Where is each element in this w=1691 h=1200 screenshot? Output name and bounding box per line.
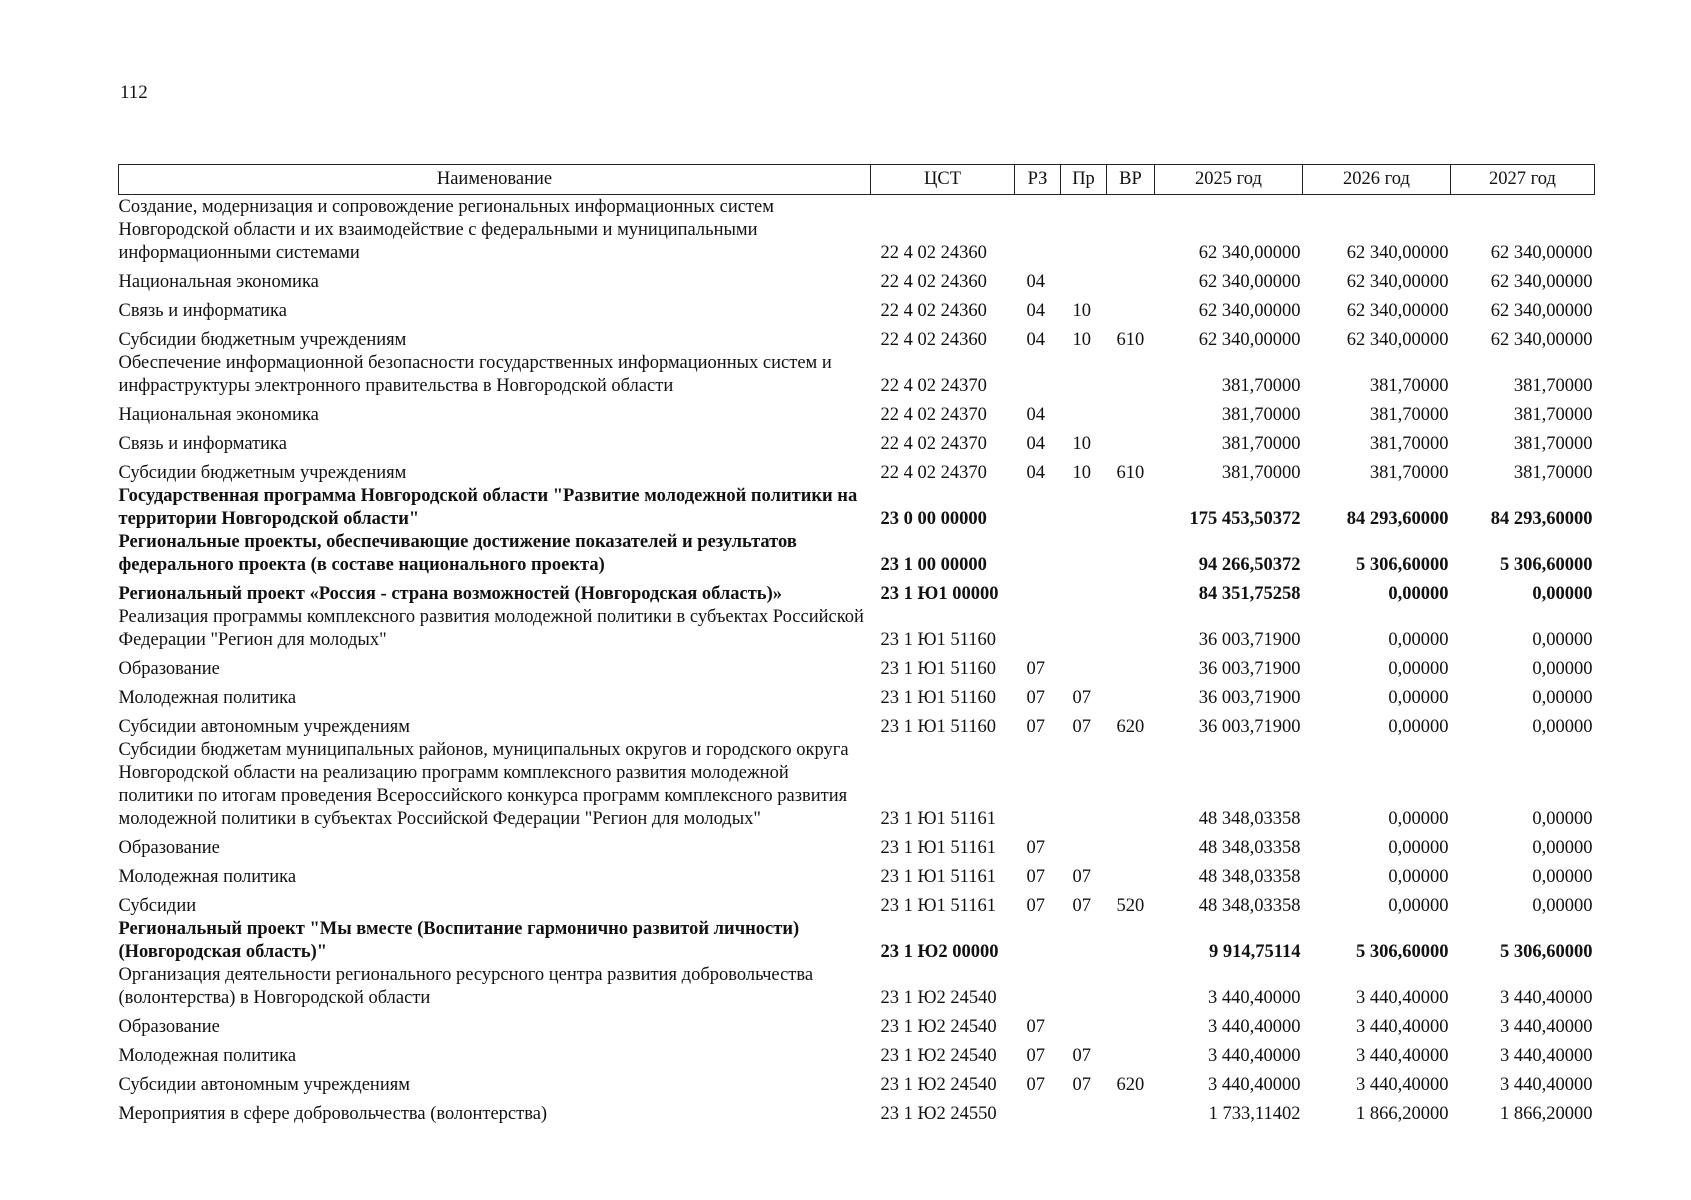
row-value-2026: 381,70000: [1369, 376, 1449, 396]
row-pr: [1061, 606, 1107, 652]
table-row: [119, 860, 1595, 889]
table-row: [119, 577, 1595, 606]
row-value-2026: 0,00000: [1388, 896, 1449, 916]
row-name: Мероприятия в сфере добровольчества (волонтерства): [118, 1104, 548, 1124]
row-cst: 22 4 02 24360: [880, 272, 987, 292]
row-value-2026: 62 340,00000: [1346, 243, 1449, 263]
row-value-2027: 0,00000: [1532, 867, 1593, 887]
row-name: Региональный проект "Мы вместе (Воспитание гармонично развитой личности) (Новгородская область)": [118, 919, 800, 962]
table-row: [119, 831, 1595, 860]
row-value-2025: 381,70000: [1221, 405, 1301, 425]
row-cst: 23 1 Ю2 24540: [880, 1046, 997, 1066]
row-pr: 07: [1072, 688, 1091, 708]
row-pr: 10: [1072, 463, 1091, 483]
row-cst: 22 4 02 24360: [880, 243, 987, 263]
row-name: Обеспечение информационной безопасности государственных информационных систем и инфраструктуры электронного правительства в Новгородской области: [118, 353, 832, 396]
table-row: [119, 1068, 1595, 1097]
row-vr: [1107, 606, 1155, 652]
row-cst: 23 1 Ю2 24540: [880, 1075, 997, 1095]
row-value-2025: 84 351,75258: [1198, 584, 1301, 604]
row-value-2027: 62 340,00000: [1490, 272, 1593, 292]
row-value-2025: 381,70000: [1221, 463, 1301, 483]
page-number: 112: [120, 82, 148, 103]
row-cst: 23 1 Ю1 51161: [880, 896, 996, 916]
row-vr: 620: [1116, 1075, 1145, 1095]
row-cst: 22 4 02 24370: [880, 376, 987, 396]
row-rz: [1015, 352, 1061, 398]
row-rz: 07: [1026, 1017, 1045, 1037]
row-cst: 23 1 Ю1 51160: [880, 659, 996, 679]
row-name: Создание, модернизация и сопровождение региональных информационных систем Новгородской области и их взаимодействие с федеральными и муниципальными информационными системами: [118, 197, 774, 263]
table-row: [119, 352, 1595, 398]
header-vr: ВР: [1107, 165, 1155, 195]
row-value-2026: 381,70000: [1369, 463, 1449, 483]
table-body: [119, 195, 1595, 1127]
row-value-2026: 84 293,60000: [1346, 509, 1449, 529]
row-value-2027: 0,00000: [1532, 584, 1593, 604]
row-value-2027: 381,70000: [1513, 434, 1593, 454]
row-value-2027: 0,00000: [1532, 896, 1593, 916]
row-name: Государственная программа Новгородской области "Развитие молодежной политики на территории Новгородской области": [118, 486, 858, 529]
header-name: Наименование: [119, 165, 871, 195]
row-value-2026: 0,00000: [1388, 688, 1449, 708]
row-cst: 23 1 Ю1 00000: [880, 584, 999, 604]
row-value-2025: 36 003,71900: [1198, 630, 1301, 650]
row-value-2026: 3 440,40000: [1356, 1046, 1449, 1066]
row-value-2025: 3 440,40000: [1208, 1046, 1301, 1066]
row-cst: 23 1 00 00000: [880, 555, 987, 575]
row-value-2027: 3 440,40000: [1500, 1046, 1593, 1066]
row-name: Образование: [118, 659, 220, 679]
row-vr: 520: [1116, 896, 1145, 916]
row-rz: [1015, 577, 1061, 606]
row-vr: [1107, 427, 1155, 456]
table-row: [119, 323, 1595, 352]
table-row: [119, 652, 1595, 681]
row-value-2025: 48 348,03358: [1198, 838, 1301, 858]
table-row: [119, 485, 1595, 531]
row-vr: [1107, 352, 1155, 398]
row-rz: 04: [1026, 301, 1045, 321]
row-name: Связь и информатика: [118, 434, 287, 454]
row-value-2027: 0,00000: [1532, 717, 1593, 737]
table-row: [119, 739, 1595, 831]
row-rz: [1015, 739, 1061, 831]
row-vr: [1107, 1010, 1155, 1039]
row-value-2025: 175 453,50372: [1189, 509, 1301, 529]
row-rz: 07: [1026, 717, 1045, 737]
row-rz: 04: [1026, 330, 1045, 350]
row-name: Организация деятельности регионального ресурсного центра развития добровольчества (волонтерства) в Новгородской области: [118, 965, 814, 1008]
row-pr: [1061, 265, 1107, 294]
row-cst: 23 1 Ю2 24540: [880, 988, 997, 1008]
row-value-2025: 381,70000: [1221, 434, 1301, 454]
row-value-2027: 3 440,40000: [1500, 1075, 1593, 1095]
row-value-2027: 62 340,00000: [1490, 243, 1593, 263]
row-value-2027: 0,00000: [1532, 630, 1593, 650]
row-value-2025: 62 340,00000: [1198, 272, 1301, 292]
row-value-2026: 62 340,00000: [1346, 301, 1449, 321]
row-pr: [1061, 1010, 1107, 1039]
row-value-2026: 3 440,40000: [1356, 988, 1449, 1008]
row-rz: [1015, 485, 1061, 531]
row-name: Субсидии автономным учреждениям: [118, 717, 410, 737]
row-value-2026: 5 306,60000: [1356, 555, 1449, 575]
row-value-2027: 381,70000: [1513, 405, 1593, 425]
table-row: [119, 606, 1595, 652]
row-rz: 07: [1026, 896, 1045, 916]
row-vr: [1107, 577, 1155, 606]
row-rz: 07: [1026, 688, 1045, 708]
row-value-2025: 3 440,40000: [1208, 988, 1301, 1008]
table-row: [119, 710, 1595, 739]
row-vr: [1107, 265, 1155, 294]
row-value-2025: 36 003,71900: [1198, 688, 1301, 708]
row-rz: 07: [1026, 659, 1045, 679]
row-value-2027: 381,70000: [1513, 463, 1593, 483]
header-pr: Пр: [1061, 165, 1107, 195]
table-row: [119, 889, 1595, 918]
table-row: [119, 294, 1595, 323]
header-2026: 2026 год: [1303, 165, 1451, 195]
row-vr: [1107, 860, 1155, 889]
row-rz: [1015, 918, 1061, 964]
row-value-2027: 381,70000: [1513, 376, 1593, 396]
row-cst: 22 4 02 24370: [880, 434, 987, 454]
row-cst: 23 1 Ю1 51161: [880, 867, 996, 887]
row-value-2025: 48 348,03358: [1198, 809, 1301, 829]
row-value-2026: 0,00000: [1388, 717, 1449, 737]
row-rz: [1015, 964, 1061, 1010]
row-cst: 22 4 02 24370: [880, 405, 987, 425]
table-row: [119, 456, 1595, 485]
row-rz: 04: [1026, 405, 1045, 425]
row-vr: [1107, 831, 1155, 860]
row-vr: [1107, 398, 1155, 427]
row-name: Субсидии: [118, 896, 197, 916]
row-rz: 07: [1026, 867, 1045, 887]
table-row: [119, 398, 1595, 427]
row-name: Молодежная политика: [118, 867, 297, 887]
row-pr: [1061, 964, 1107, 1010]
row-value-2025: 62 340,00000: [1198, 330, 1301, 350]
row-pr: [1061, 831, 1107, 860]
row-cst: 23 1 Ю2 24550: [880, 1104, 997, 1124]
row-vr: [1107, 1097, 1155, 1126]
row-vr: [1107, 485, 1155, 531]
row-name: Региональный проект «Россия - страна возможностей (Новгородская область)»: [118, 584, 782, 604]
row-cst: 22 4 02 24370: [880, 463, 987, 483]
row-vr: 620: [1116, 717, 1145, 737]
row-value-2025: 3 440,40000: [1208, 1075, 1301, 1095]
row-cst: 22 4 02 24360: [880, 301, 987, 321]
row-value-2025: 3 440,40000: [1208, 1017, 1301, 1037]
row-cst: 23 0 00 00000: [880, 509, 987, 529]
row-value-2025: 62 340,00000: [1198, 301, 1301, 321]
row-value-2027: 84 293,60000: [1490, 509, 1593, 529]
row-value-2026: 62 340,00000: [1346, 272, 1449, 292]
row-cst: 23 1 Ю2 24540: [880, 1017, 997, 1037]
row-value-2026: 381,70000: [1369, 434, 1449, 454]
row-rz: [1015, 606, 1061, 652]
row-rz: [1015, 1097, 1061, 1126]
row-value-2025: 381,70000: [1221, 376, 1301, 396]
row-name: Национальная экономика: [118, 405, 319, 425]
row-pr: 07: [1072, 867, 1091, 887]
row-cst: 22 4 02 24360: [880, 330, 987, 350]
row-value-2025: 36 003,71900: [1198, 659, 1301, 679]
row-vr: [1107, 531, 1155, 577]
row-pr: 07: [1072, 1046, 1091, 1066]
table-row: [119, 531, 1595, 577]
row-rz: 04: [1026, 463, 1045, 483]
row-pr: 07: [1072, 896, 1091, 916]
table-row: [119, 681, 1595, 710]
row-pr: [1061, 918, 1107, 964]
row-cst: 23 1 Ю1 51160: [880, 688, 996, 708]
row-name: Реализация программы комплексного развития молодежной политики в субъектах Российской Федерации "Регион для молодых": [118, 607, 864, 650]
row-value-2026: 0,00000: [1388, 630, 1449, 650]
row-value-2025: 9 914,75114: [1209, 942, 1301, 962]
row-vr: [1107, 195, 1155, 266]
row-vr: [1107, 964, 1155, 1010]
row-value-2027: 3 440,40000: [1500, 1017, 1593, 1037]
row-rz: [1015, 195, 1061, 266]
row-cst: 23 1 Ю1 51160: [880, 630, 996, 650]
row-pr: [1061, 352, 1107, 398]
row-value-2027: 0,00000: [1532, 688, 1593, 708]
row-value-2026: 0,00000: [1388, 809, 1449, 829]
row-name: Национальная экономика: [118, 272, 319, 292]
row-name: Образование: [118, 838, 220, 858]
row-pr: [1061, 1097, 1107, 1126]
row-vr: 610: [1116, 463, 1145, 483]
row-pr: 10: [1072, 301, 1091, 321]
row-value-2026: 5 306,60000: [1356, 942, 1449, 962]
table-row: [119, 1097, 1595, 1126]
row-value-2025: 48 348,03358: [1198, 867, 1301, 887]
row-value-2026: 0,00000: [1388, 584, 1449, 604]
row-value-2027: 3 440,40000: [1500, 988, 1593, 1008]
row-value-2026: 62 340,00000: [1346, 330, 1449, 350]
header-cst: ЦСТ: [871, 165, 1015, 195]
row-value-2027: 0,00000: [1532, 838, 1593, 858]
header-2027: 2027 год: [1451, 165, 1595, 195]
row-value-2026: 3 440,40000: [1356, 1075, 1449, 1095]
row-vr: [1107, 681, 1155, 710]
row-pr: [1061, 652, 1107, 681]
table-row: [119, 1010, 1595, 1039]
row-value-2027: 62 340,00000: [1490, 301, 1593, 321]
row-vr: [1107, 1039, 1155, 1068]
row-name: Связь и информатика: [118, 301, 287, 321]
row-name: Субсидии автономным учреждениям: [118, 1075, 410, 1095]
row-value-2025: 48 348,03358: [1198, 896, 1301, 916]
row-pr: 07: [1072, 717, 1091, 737]
row-value-2026: 0,00000: [1388, 867, 1449, 887]
row-value-2027: 1 866,20000: [1500, 1104, 1593, 1124]
row-rz: 04: [1026, 272, 1045, 292]
row-pr: 07: [1072, 1075, 1091, 1095]
row-value-2027: 0,00000: [1532, 659, 1593, 679]
row-pr: [1061, 531, 1107, 577]
header-rz: РЗ: [1015, 165, 1061, 195]
table-row: [119, 918, 1595, 964]
row-vr: [1107, 739, 1155, 831]
row-value-2027: 5 306,60000: [1500, 942, 1593, 962]
table-row: [119, 964, 1595, 1010]
row-pr: [1061, 739, 1107, 831]
row-value-2025: 36 003,71900: [1198, 717, 1301, 737]
row-cst: 23 1 Ю2 00000: [880, 942, 999, 962]
row-value-2026: 0,00000: [1388, 659, 1449, 679]
row-pr: 10: [1072, 330, 1091, 350]
row-name: Субсидии бюджетным учреждениям: [118, 330, 407, 350]
table-row: [119, 1039, 1595, 1068]
row-cst: 23 1 Ю1 51161: [880, 809, 996, 829]
row-value-2027: 0,00000: [1532, 809, 1593, 829]
row-name: Молодежная политика: [118, 688, 297, 708]
row-rz: 07: [1026, 1046, 1045, 1066]
table-row: [119, 427, 1595, 456]
row-vr: [1107, 294, 1155, 323]
row-pr: [1061, 485, 1107, 531]
row-value-2025: 1 733,11402: [1208, 1104, 1301, 1124]
header-2025: 2025 год: [1155, 165, 1303, 195]
row-pr: [1061, 577, 1107, 606]
budget-table: [118, 164, 1595, 1126]
row-value-2026: 1 866,20000: [1356, 1104, 1449, 1124]
row-pr: 10: [1072, 434, 1091, 454]
row-value-2025: 94 266,50372: [1198, 555, 1301, 575]
row-pr: [1061, 195, 1107, 266]
row-cst: 23 1 Ю1 51160: [880, 717, 996, 737]
table-header-row: [119, 165, 1595, 195]
table-row: [119, 265, 1595, 294]
row-name: Молодежная политика: [118, 1046, 297, 1066]
row-vr: [1107, 652, 1155, 681]
row-name: Субсидии бюджетным учреждениям: [118, 463, 407, 483]
row-value-2026: 381,70000: [1369, 405, 1449, 425]
row-value-2026: 3 440,40000: [1356, 1017, 1449, 1037]
row-value-2025: 62 340,00000: [1198, 243, 1301, 263]
row-name: Субсидии бюджетам муниципальных районов, муниципальных округов и городского округа Новгородской области на реализацию программ комплексного развития молодежной политики по итогам проведения Всероссийского конкурса программ комплексного развития молодежной политики в субъектах Российской Федерации "Регион для молодых": [118, 740, 849, 829]
row-cst: 23 1 Ю1 51161: [880, 838, 996, 858]
row-vr: [1107, 918, 1155, 964]
row-pr: [1061, 398, 1107, 427]
table-row: [119, 195, 1595, 266]
row-value-2027: 62 340,00000: [1490, 330, 1593, 350]
row-rz: 07: [1026, 838, 1045, 858]
row-name: Образование: [118, 1017, 220, 1037]
row-name: Региональные проекты, обеспечивающие достижение показателей и результатов федерального проекта (в составе национального проекта): [118, 532, 797, 575]
row-vr: 610: [1116, 330, 1145, 350]
row-rz: 07: [1026, 1075, 1045, 1095]
row-value-2026: 0,00000: [1388, 838, 1449, 858]
row-value-2027: 5 306,60000: [1500, 555, 1593, 575]
row-rz: [1015, 531, 1061, 577]
row-rz: 04: [1026, 434, 1045, 454]
